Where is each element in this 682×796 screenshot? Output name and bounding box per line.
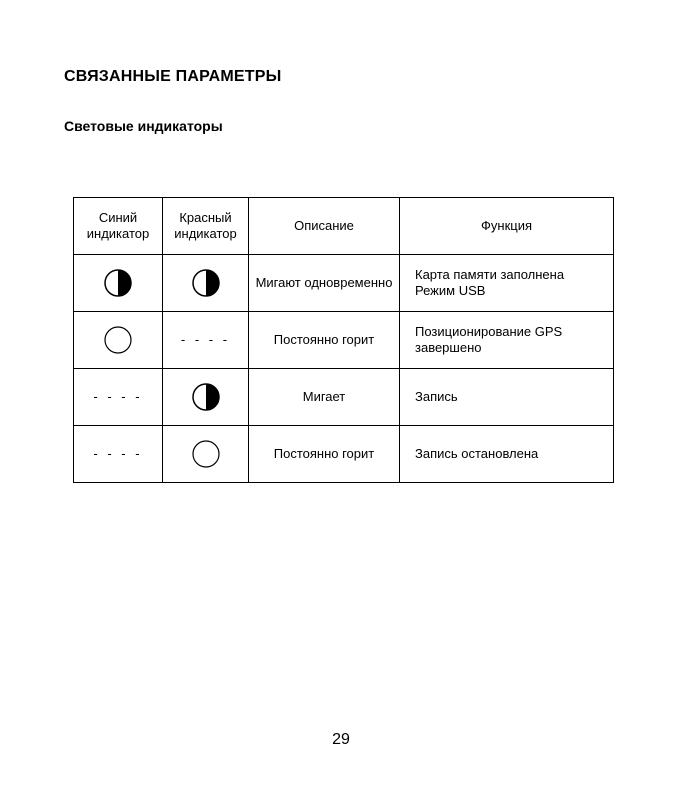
function-cell: Запись bbox=[400, 369, 614, 426]
section-subtitle: Световые индикаторы bbox=[64, 118, 223, 134]
header-blue-indicator: Синий индикатор bbox=[74, 198, 163, 255]
table-header-row bbox=[74, 198, 614, 255]
blue-indicator-cell: - - - - bbox=[74, 426, 163, 483]
function-cell: Позиционирование GPS завершено bbox=[400, 312, 614, 369]
page-title: СВЯЗАННЫЕ ПАРАМЕТРЫ bbox=[64, 68, 282, 85]
table-row bbox=[74, 312, 614, 369]
red-indicator-cell bbox=[163, 369, 249, 426]
table-row bbox=[74, 369, 614, 426]
blue-indicator-cell: - - - - bbox=[74, 369, 163, 426]
empty-circle-icon bbox=[103, 325, 133, 355]
half-filled-circle-icon bbox=[191, 382, 221, 412]
empty-circle-icon bbox=[191, 439, 221, 469]
page-number: 29 bbox=[332, 731, 350, 748]
header-description: Описание bbox=[249, 198, 400, 255]
blue-indicator-cell bbox=[74, 312, 163, 369]
description-cell: Мигает bbox=[249, 369, 400, 426]
description-cell: Постоянно горит bbox=[249, 312, 400, 369]
red-indicator-cell bbox=[163, 255, 249, 312]
indicator-table bbox=[73, 197, 614, 483]
description-cell: Постоянно горит bbox=[249, 426, 400, 483]
function-cell: Запись остановлена bbox=[400, 426, 614, 483]
half-filled-circle-icon bbox=[191, 268, 221, 298]
header-red-indicator: Красный индикатор bbox=[163, 198, 249, 255]
red-indicator-cell bbox=[163, 426, 249, 483]
header-function: Функция bbox=[400, 198, 614, 255]
blue-indicator-cell bbox=[74, 255, 163, 312]
red-indicator-cell: - - - - bbox=[163, 312, 249, 369]
table-row bbox=[74, 255, 614, 312]
description-cell: Мигают одновременно bbox=[249, 255, 400, 312]
table-row bbox=[74, 426, 614, 483]
function-cell: Карта памяти заполнена Режим USB bbox=[400, 255, 614, 312]
half-filled-circle-icon bbox=[103, 268, 133, 298]
